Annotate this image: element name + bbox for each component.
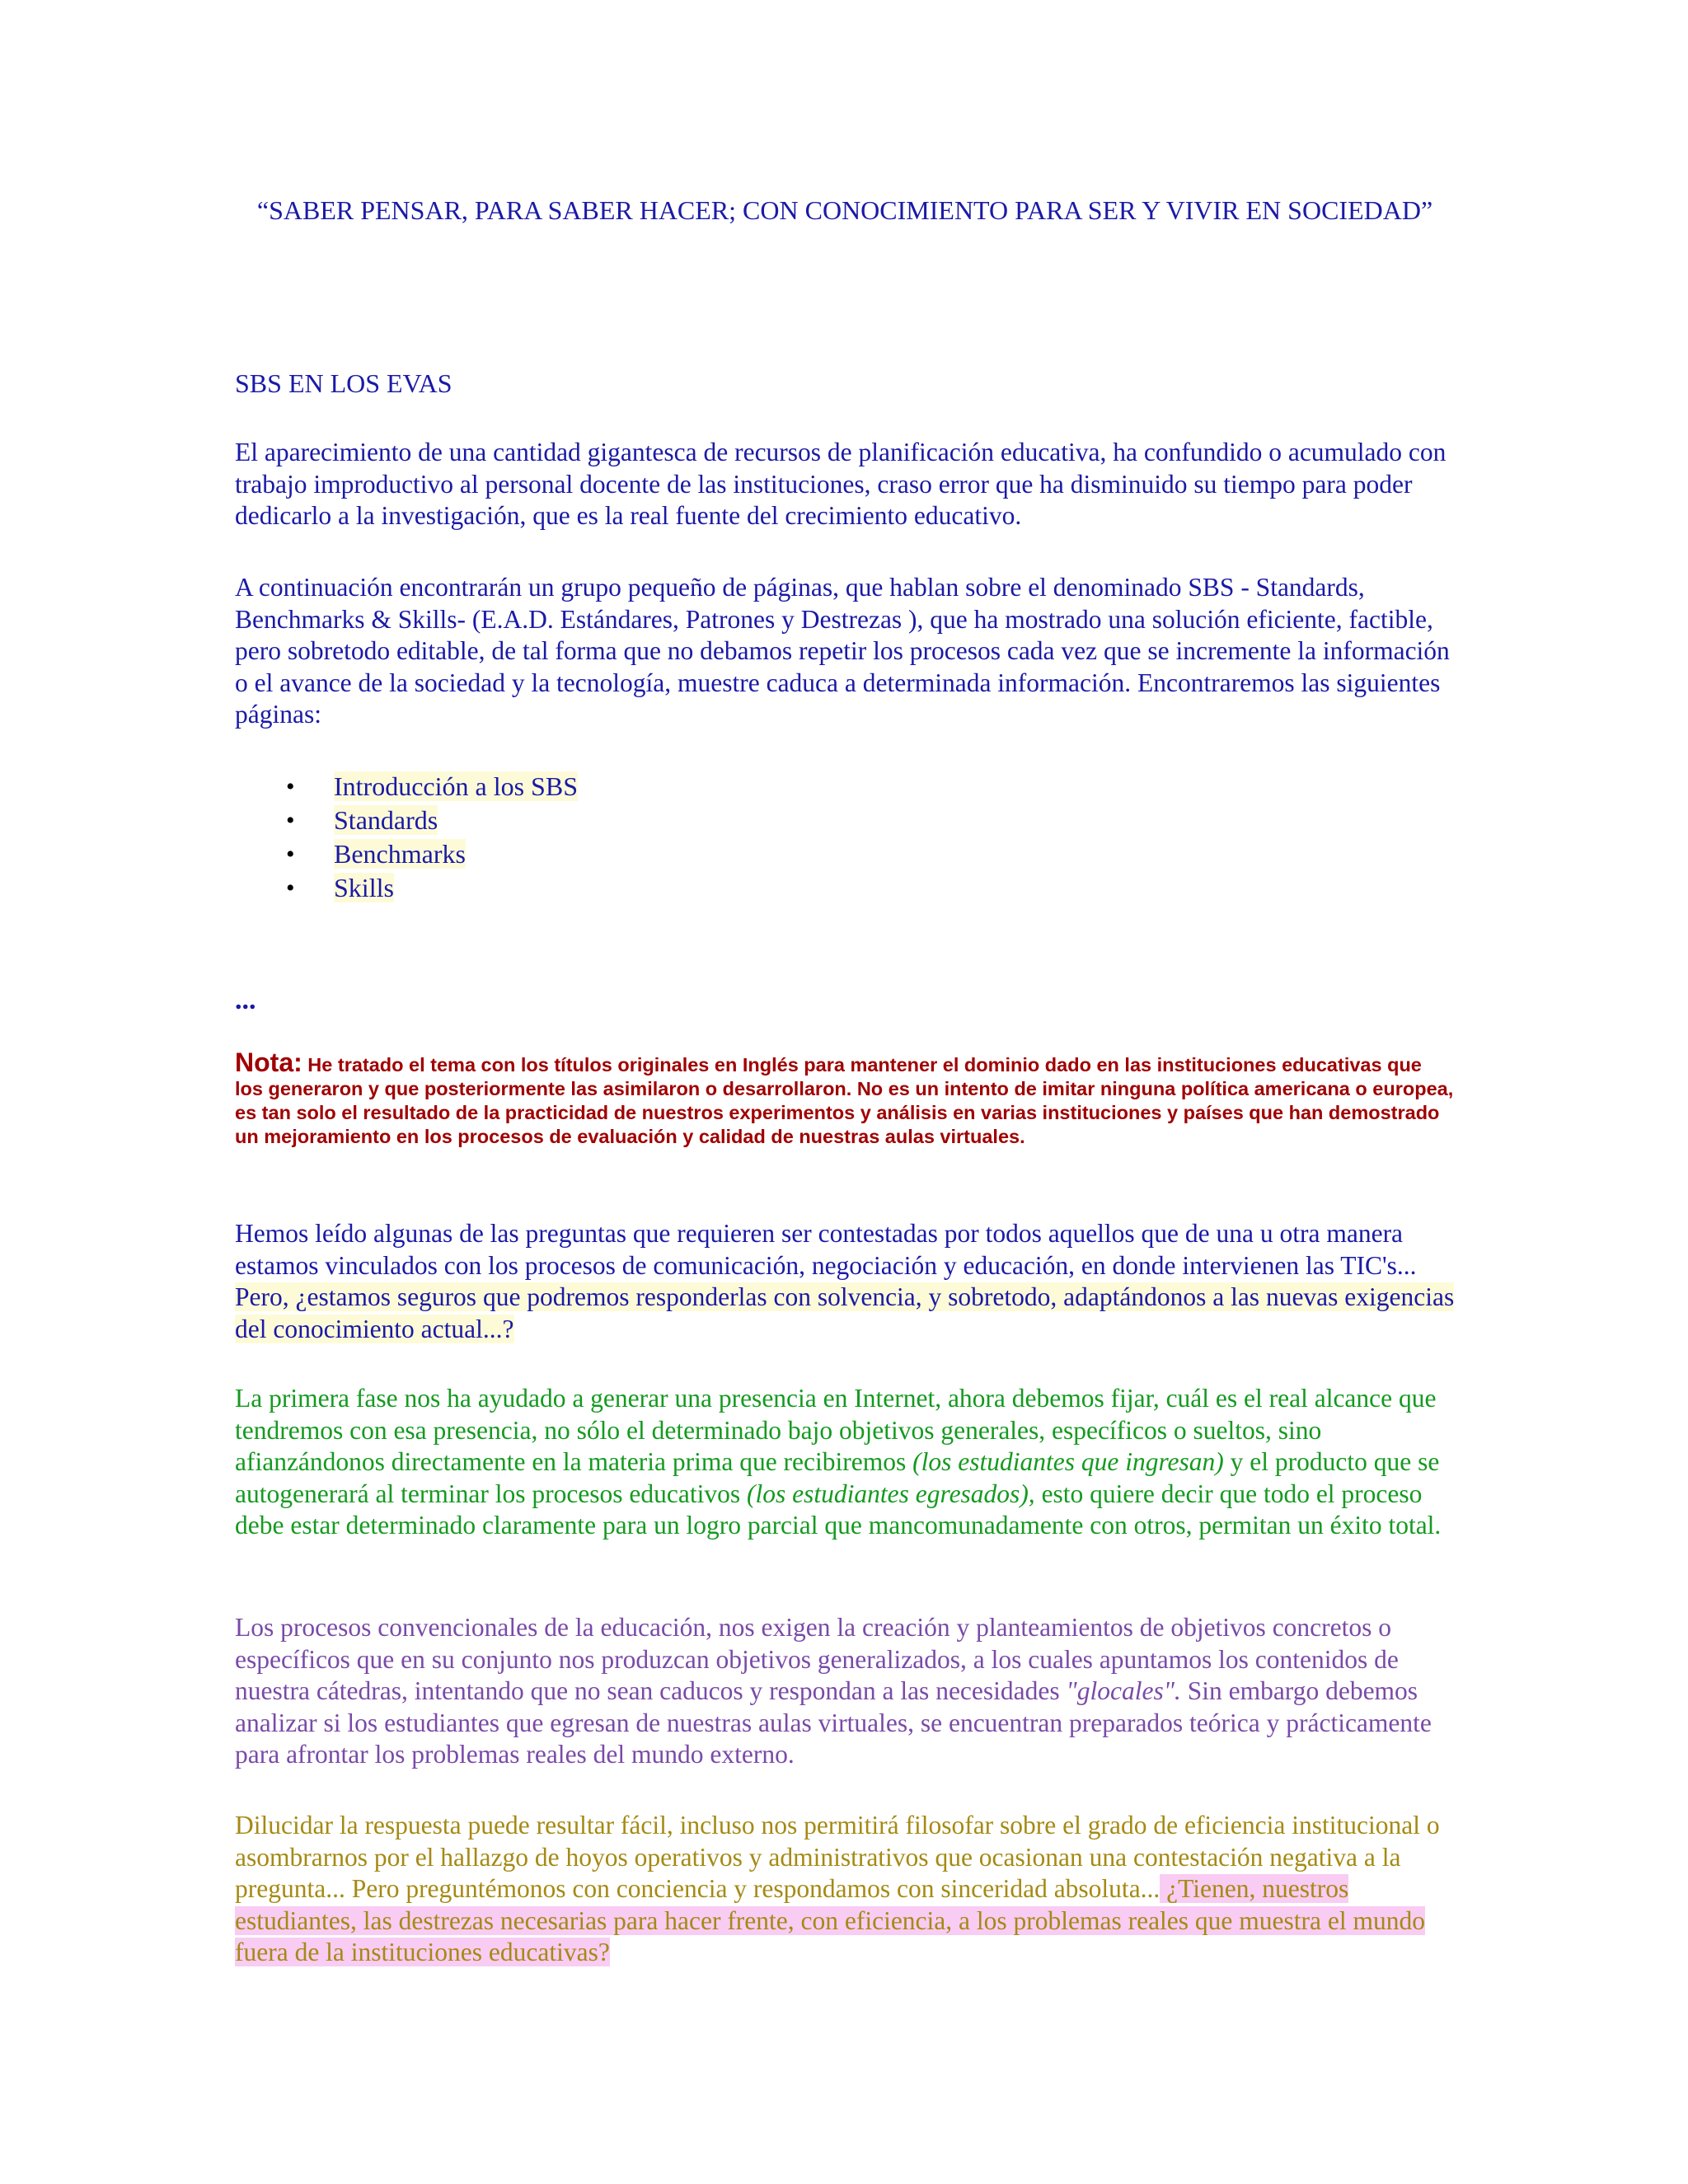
first-phase-italic-1: (los estudiantes que ingresan) [912,1447,1224,1476]
bullet-icon: • [286,841,295,868]
list-item [235,804,578,837]
bullet-icon: • [286,773,295,800]
link-introduccion[interactable]: Introducción a los SBS [334,771,578,801]
conventional-processes-paragraph [235,1612,1455,1771]
first-phase-text-3: esto quiere decir que todo el proceso debe estar determinado claramente para un logro parcial que mancomunadamente con otros, permitan un éxito total. [235,1479,1442,1540]
conventional-text-1: Los procesos convencionales de la educación, nos exigen la creación y planteamientos de objetivos concretos o específicos que en su conjunto nos produzcan objetivos generalizados, a los cuales apuntamos los contenidos de nuestra cátedras, intentando que no sean caducos y respondan a las necesidades [235,1613,1399,1705]
conclusion-text: Dilucidar la respuesta puede resultar fácil, incluso nos permitirá filosofar sobre el grado de eficiencia institucional o asombrarnos por el hallazgo de hoyos operativos y administrativos que ocasionan una contestación negativa a la pregunta... Pero preguntémonos con conciencia y respondamos con sinceridad absoluta... [235,1811,1440,1903]
page-links-list [235,770,578,905]
conclusion-paragraph [235,1810,1455,1969]
questions-paragraph [235,1218,1455,1345]
questions-text: Hemos leído algunas de las preguntas que requieren ser contestadas por todos aquellos que de una u otra manera estamos vinculados con los procesos de comunicación, negociación y educación, en donde intervienen las TIC's... [235,1219,1417,1280]
first-phase-paragraph [235,1383,1455,1542]
section-heading: SBS EN LOS EVAS [235,368,452,398]
conventional-text-2: Sin embargo debemos analizar si los estudiantes que egresan de nuestras aulas virtuales, se encuentran preparados teórica y prácticamente para afrontar los problemas reales del mundo externo. [235,1676,1432,1769]
ellipsis: ... [235,985,256,1015]
link-benchmarks[interactable]: Benchmarks [334,839,466,869]
first-phase-text-2: y el producto que se autogenerará al terminar los procesos educativos [235,1447,1440,1508]
document-title: “SABER PENSAR, PARA SABER HACER; CON CONOCIMIENTO PARA SER Y VIVIR EN SOCIEDAD” [256,195,1433,225]
list-item [235,837,578,871]
link-standards[interactable]: Standards [334,805,438,835]
note-text: He tratado el tema con los títulos originales en Inglés para mantener el dominio dado en las instituciones educativas que los generaron y que posteriormente las asimilaron o desarrollaron. No es un intento de imitar ninguna política americana o europea, es tan solo el resultado de la practicidad de nuestros experimentos y análisis en varias instituciones y países que han demostrado un mejoramiento en los procesos de evaluación y calidad de nuestras aulas virtuales. [235,1054,1454,1147]
note-block [235,1047,1455,1149]
note-label: Nota: [235,1047,302,1077]
bullet-icon: • [286,807,295,834]
conventional-italic: "glocales". [1066,1676,1181,1705]
link-skills[interactable]: Skills [334,873,394,902]
list-item [235,871,578,905]
questions-highlight: Pero, ¿estamos seguros que podremos responderlas con solvencia, y sobretodo, adaptándonos a las nuevas exigencias del conocimiento actual...? [235,1282,1455,1343]
sbs-paragraph: A continuación encontrarán un grupo pequeño de páginas, que hablan sobre el denominado SBS - Standards, Benchmarks & Skills- (E.A.D. Estándares, Patrones y Destrezas ), que ha mostrado una solución eficiente, factible, pero sobretodo editable, de tal forma que no debamos repetir los procesos cada vez que se incremente la información o el avance de la sociedad y la tecnología, muestre caduca a determinada información. Encontraremos las siguientes páginas: [235,573,1450,729]
first-phase-italic-2: (los estudiantes egresados), [747,1479,1035,1508]
list-item [235,770,578,804]
conclusion-question-highlight: ¿Tienen, nuestros estudiantes, las destrezas necesarias para hacer frente, con eficiencia, a los problemas reales que muestra el mundo fuera de la instituciones educativas? [235,1874,1425,1966]
first-phase-text-1: La primera fase nos ha ayudado a generar una presencia en Internet, ahora debemos fijar, cuál es el real alcance que tendremos con esa presencia, no sólo el determinado bajo objetivos generales, específicos o sueltos, sino afianzándonos directamente en la materia prima que recibiremos [235,1384,1437,1476]
bullet-icon: • [286,874,295,902]
intro-paragraph: El aparecimiento de una cantidad gigantesca de recursos de planificación educativa, ha confundido o acumulado con trabajo improductivo al personal docente de las instituciones, craso error que ha disminuido su tiempo para poder dedicarlo a la investigación, que es la real fuente del crecimiento educativo. [235,438,1447,530]
